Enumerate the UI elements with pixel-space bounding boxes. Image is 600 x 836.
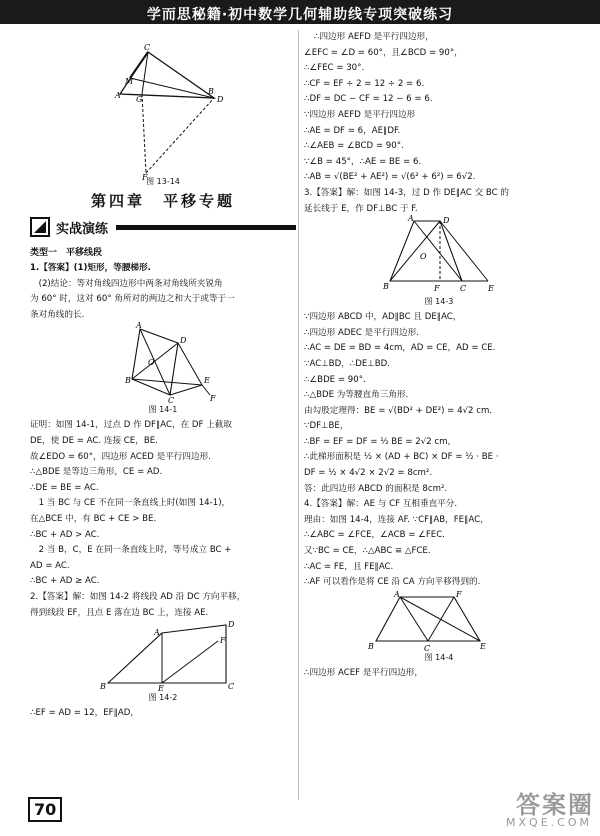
figure-14-4 xyxy=(304,591,574,651)
column-divider xyxy=(298,30,299,800)
text-line: 2.【答案】解：如图 14-2 将线段 AD 沿 DC 方向平移， xyxy=(30,591,246,602)
svg-text:E: E xyxy=(158,684,164,694)
svg-text:B: B xyxy=(208,87,214,96)
text-line: ∴∠BDE = 90°. xyxy=(304,374,366,385)
text-line: 1 当 BC 与 CE 不在同一条直线上时(如图 14-1)， xyxy=(30,498,231,509)
svg-text:A: A xyxy=(136,321,142,331)
svg-text:D: D xyxy=(217,95,224,104)
svg-text:C: C xyxy=(424,643,431,653)
text-line: ∴△BDE 为等腰直角三角形. xyxy=(304,390,409,401)
text-line: ∴AF 可以看作是将 CE 沿 CA 方向平移得到的. xyxy=(304,577,481,588)
svg-text:F: F xyxy=(220,636,226,646)
text-line: ∴此梯形面积是 ½ × (AD + BC) × DF = ½ · BE · xyxy=(304,452,499,463)
svg-text:A: A xyxy=(154,628,160,638)
figure-14-1 xyxy=(30,321,296,406)
section-title: 实战演练 xyxy=(56,221,109,237)
figure-14-2 xyxy=(30,620,296,694)
svg-text:C: C xyxy=(228,682,235,692)
svg-text:C: C xyxy=(144,43,151,52)
text-line: ∵∠B = 45°，∴AE = BE = 6. xyxy=(304,156,422,167)
svg-text:D: D xyxy=(443,216,450,226)
svg-text:F: F xyxy=(142,173,148,182)
text-line: 延长线于 E，作 DF⊥BC 于 F. xyxy=(304,203,418,214)
svg-text:E: E xyxy=(204,376,210,386)
svg-text:E: E xyxy=(480,641,486,651)
text-line: ∴BC + AD > AC. xyxy=(30,529,100,540)
figure-caption: 图 13-14 xyxy=(146,177,180,186)
text-line: 1.【答案】(1)矩形，等腰梯形. xyxy=(30,263,151,273)
svg-text:B: B xyxy=(100,682,106,692)
text-line: ∴BF = EF = DF = ½ BE = 2√2 cm， xyxy=(304,436,457,447)
text-line: 由勾股定理得：BE = √(BD² + DE²) = 4√2 cm. xyxy=(304,405,493,416)
page-header xyxy=(0,0,600,24)
text-line: ∴AC = DE = BD = 4cm，AD = CE，AD = CE. xyxy=(304,343,496,354)
text-line: ∴四边形 ADEC 是平行四边形. xyxy=(304,327,419,338)
svg-text:F: F xyxy=(434,284,440,294)
section-icon xyxy=(30,217,50,237)
text-line: 为 60° 时，这对 60° 角所对的两边之和大于或等于一 xyxy=(30,294,235,305)
svg-text:C: C xyxy=(168,396,175,406)
watermark-url: MXQE.COM xyxy=(506,816,592,829)
svg-text:F: F xyxy=(456,589,462,599)
watermark-logo: 答案圈 xyxy=(516,791,594,819)
figure-caption: 图 14-4 xyxy=(424,652,454,662)
svg-text:A: A xyxy=(408,214,414,224)
figure-caption: 图 14-1 xyxy=(148,405,178,415)
header-title: 学而思秘籍·初中数学几何辅助线专项突破练习 xyxy=(146,7,454,23)
text-line: 在△BCE 中，有 BC + CE > BE. xyxy=(30,513,157,524)
text-line: 4.【答案】解：AE 与 CF 互相垂直平分. xyxy=(304,499,458,510)
text-line: ∴AC = FE，且 FE∥AC. xyxy=(304,561,394,572)
section-heading xyxy=(30,217,296,237)
page-number: 70 xyxy=(28,797,62,822)
text-line: ∴DE = BE = AC. xyxy=(30,482,99,493)
svg-text:A: A xyxy=(394,589,400,599)
figure-caption: 图 14-2 xyxy=(148,693,178,703)
svg-text:F: F xyxy=(210,394,216,404)
svg-text:B: B xyxy=(125,376,131,386)
text-line: 2 当 B，C，E 在同一条直线上时，等号成立 BC + xyxy=(30,545,232,556)
text-line: ∴AE = DF = 6，AE∥DF. xyxy=(304,125,401,136)
text-line: ∴△BDE 是等边三角形，CE = AD. xyxy=(30,467,163,478)
right-column xyxy=(304,30,574,681)
text-line: 3.【答案】解：如图 14-3，过 D 作 DE∥AC 交 BC 的 xyxy=(304,187,509,198)
section-bar xyxy=(116,225,296,230)
left-column xyxy=(30,30,296,722)
text-line: 条对角线的长. xyxy=(30,309,85,320)
text-line: 故∠EDO = 60°，四边形 ACED 是平行四边形. xyxy=(30,451,211,462)
type-heading: 类型一 平移线段 xyxy=(30,248,103,258)
svg-text:A: A xyxy=(115,91,121,100)
svg-text:D: D xyxy=(228,620,235,630)
figure-14-3 xyxy=(304,214,574,295)
svg-text:B: B xyxy=(368,641,374,651)
text-line: ∴四边形 ACEF 是平行四边形， xyxy=(304,667,423,678)
text-line: ∵四边形 ABCD 中，AD∥BC 且 DE∥AC， xyxy=(304,312,462,323)
text-line: ∴∠FEC = 30°. xyxy=(304,63,365,74)
text-line: ∴EF = AD = 12，EF∥AD， xyxy=(30,708,139,719)
svg-text:B: B xyxy=(383,282,389,292)
figure-caption: 图 14-3 xyxy=(424,297,454,307)
svg-text:M: M xyxy=(125,77,134,86)
text-line: ∵DF⊥BE， xyxy=(304,421,349,432)
text-line: ∴CF = EF ÷ 2 = 12 ÷ 2 = 6. xyxy=(304,78,425,89)
svg-text:C: C xyxy=(460,284,467,294)
text-line: AD = AC. xyxy=(30,560,70,571)
text-line: DF = ½ × 4√2 × 2√2 = 8cm². xyxy=(304,468,433,479)
svg-text:D: D xyxy=(180,336,187,346)
text-line: 答：此四边形 ABCD 的面积是 8cm². xyxy=(304,483,448,494)
text-line: DE，使 DE = AC. 连接 CE，BE. xyxy=(30,435,158,446)
chapter-title: 第四章 平移专题 xyxy=(90,192,235,210)
text-line: ∴AB = √(BE² + AE²) = √(6² + 6²) = 6√2. xyxy=(304,172,476,183)
text-line: ∠EFC = ∠D = 60°，且∠BCD = 90°， xyxy=(304,47,463,58)
svg-text:G: G xyxy=(136,95,143,104)
text-line: ∵四边形 AEFD 是平行四边形 xyxy=(304,109,416,120)
text-line: ∴DF = DC − CF = 12 − 6 = 6. xyxy=(304,94,433,105)
svg-text:O: O xyxy=(148,358,155,368)
text-line: 得到线段 EF，且点 E 落在边 BC 上，连接 AE. xyxy=(30,607,209,618)
text-line: 又∵BC = CE，∴△ABC ≌ △FCE. xyxy=(304,546,431,557)
text-line: (2)结论：等对角线四边形中两条对角线所夹锐角 xyxy=(30,278,223,289)
text-line: ∵AC⊥BD，∴DE⊥BD. xyxy=(304,358,391,369)
svg-text:E: E xyxy=(488,284,494,294)
text-line: ∴∠AEB = ∠BCD = 90°. xyxy=(304,141,404,152)
text-line: 理由：如图 14-4，连接 AF. ∵CF∥AB，FE∥AC， xyxy=(304,514,489,525)
text-line: ∴四边形 AEFD 是平行四边形， xyxy=(314,32,434,42)
text-line: ∴BC + AD ≥ AC. xyxy=(30,576,100,587)
text-line: ∴∠ABC = ∠FCE，∠ACB = ∠FEC. xyxy=(304,530,445,541)
text-line: 证明：如图 14-1，过点 D 作 DF∥AC，在 DF 上截取 xyxy=(30,420,232,431)
svg-text:O: O xyxy=(420,252,427,262)
